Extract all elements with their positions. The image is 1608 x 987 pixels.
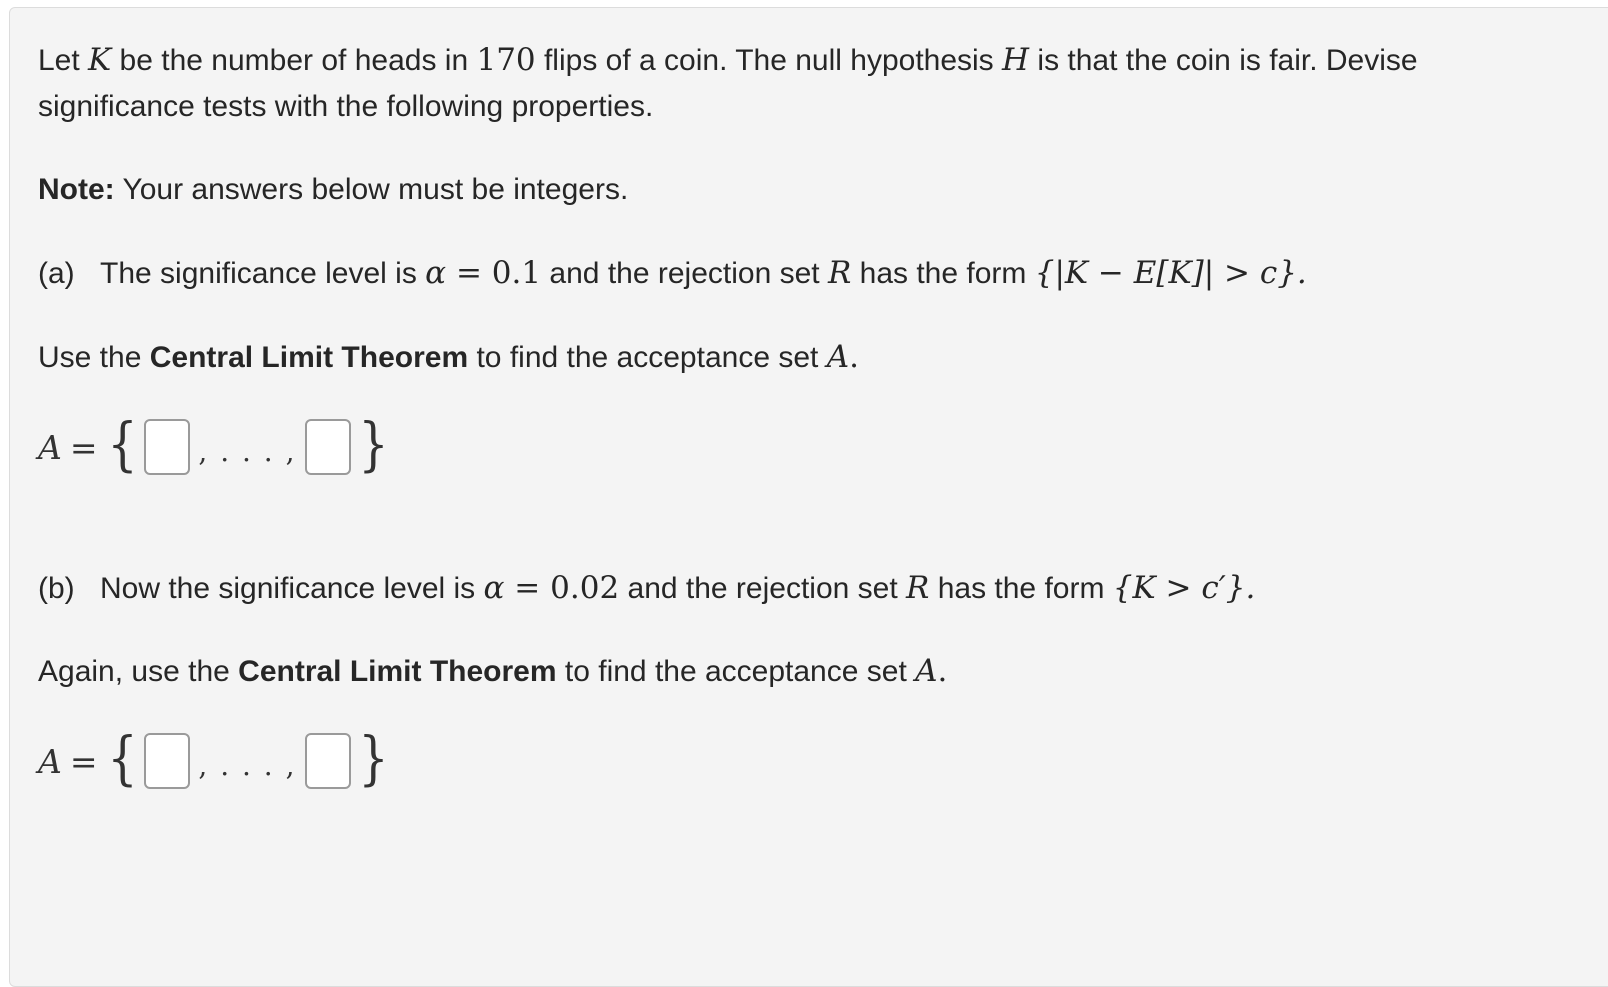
part-b-answer-row (38, 726, 391, 796)
intro-text: flips of a coin. The null hypothesis (535, 44, 1003, 77)
part-a-alpha-value: 0.1 (491, 255, 542, 291)
variable-a: A (915, 653, 938, 689)
variable-r: R (906, 570, 930, 606)
close-brace: } (357, 410, 389, 478)
period: . (937, 653, 948, 689)
part-b-upper-input[interactable] (305, 733, 351, 789)
question-card (9, 7, 1608, 987)
part-a-instruction (38, 337, 859, 378)
answer-variable: A (38, 741, 62, 781)
intro-line-1 (38, 40, 1418, 81)
part-a-answer-row (38, 412, 391, 482)
instruction-text: Use the (38, 341, 150, 374)
part-b-statement (38, 568, 1255, 609)
note (38, 170, 628, 210)
part-b-text: has the form (929, 572, 1113, 605)
open-brace: { (106, 410, 138, 478)
part-a-rejection-form: {|K − E[K]| > c}. (1034, 255, 1307, 291)
part-b-lower-input[interactable] (144, 733, 190, 789)
note-label: Note: (38, 173, 115, 206)
variable-h: H (1002, 42, 1030, 78)
part-a-statement (38, 253, 1307, 294)
part-b-text: and the rejection set (619, 572, 907, 605)
intro-text: is that the coin is fair. Devise (1029, 44, 1418, 77)
intro-line-2: significance tests with the following properties. (38, 90, 654, 123)
part-a-text: The significance level is (100, 257, 426, 290)
part-b-text: Now the significance level is (100, 572, 484, 605)
part-b-alpha-value: 0.02 (550, 570, 620, 606)
variable-a: A (826, 339, 850, 375)
part-b-label: (b) (38, 572, 75, 605)
equals-sign: = (446, 255, 492, 291)
part-a-label: (a) (38, 257, 75, 290)
answer-equals: = (69, 741, 98, 781)
variable-k: K (88, 42, 112, 78)
period: . (849, 339, 859, 375)
part-a-text: and the rejection set (541, 257, 828, 290)
ellipsis: , . . . , (198, 434, 297, 468)
intro-text: be the number of heads in (111, 44, 477, 77)
instruction-text: to find the acceptance set (468, 341, 827, 374)
equals-sign: = (504, 570, 551, 606)
answer-equals: = (69, 427, 98, 467)
intro-text: Let (38, 44, 89, 77)
alpha-symbol: α (425, 255, 447, 291)
open-brace: { (106, 724, 138, 792)
part-b-instruction (38, 651, 947, 692)
clt-emphasis: Central Limit Theorem (149, 341, 469, 374)
alpha-symbol: α (483, 570, 505, 606)
close-brace: } (357, 724, 389, 792)
part-b-rejection-form: {K > c′}. (1112, 570, 1256, 606)
variable-r: R (827, 255, 852, 291)
clt-emphasis: Central Limit Theorem (238, 655, 557, 688)
ellipsis: , . . . , (198, 748, 297, 782)
instruction-text: Again, use the (38, 655, 239, 688)
instruction-text: to find the acceptance set (556, 655, 916, 688)
part-a-lower-input[interactable] (144, 419, 190, 475)
part-a-text: has the form (851, 257, 1035, 290)
answer-variable: A (38, 427, 62, 467)
part-a-upper-input[interactable] (305, 419, 351, 475)
note-text: Your answers below must be integers. (114, 173, 629, 206)
flip-count: 170 (476, 42, 536, 78)
